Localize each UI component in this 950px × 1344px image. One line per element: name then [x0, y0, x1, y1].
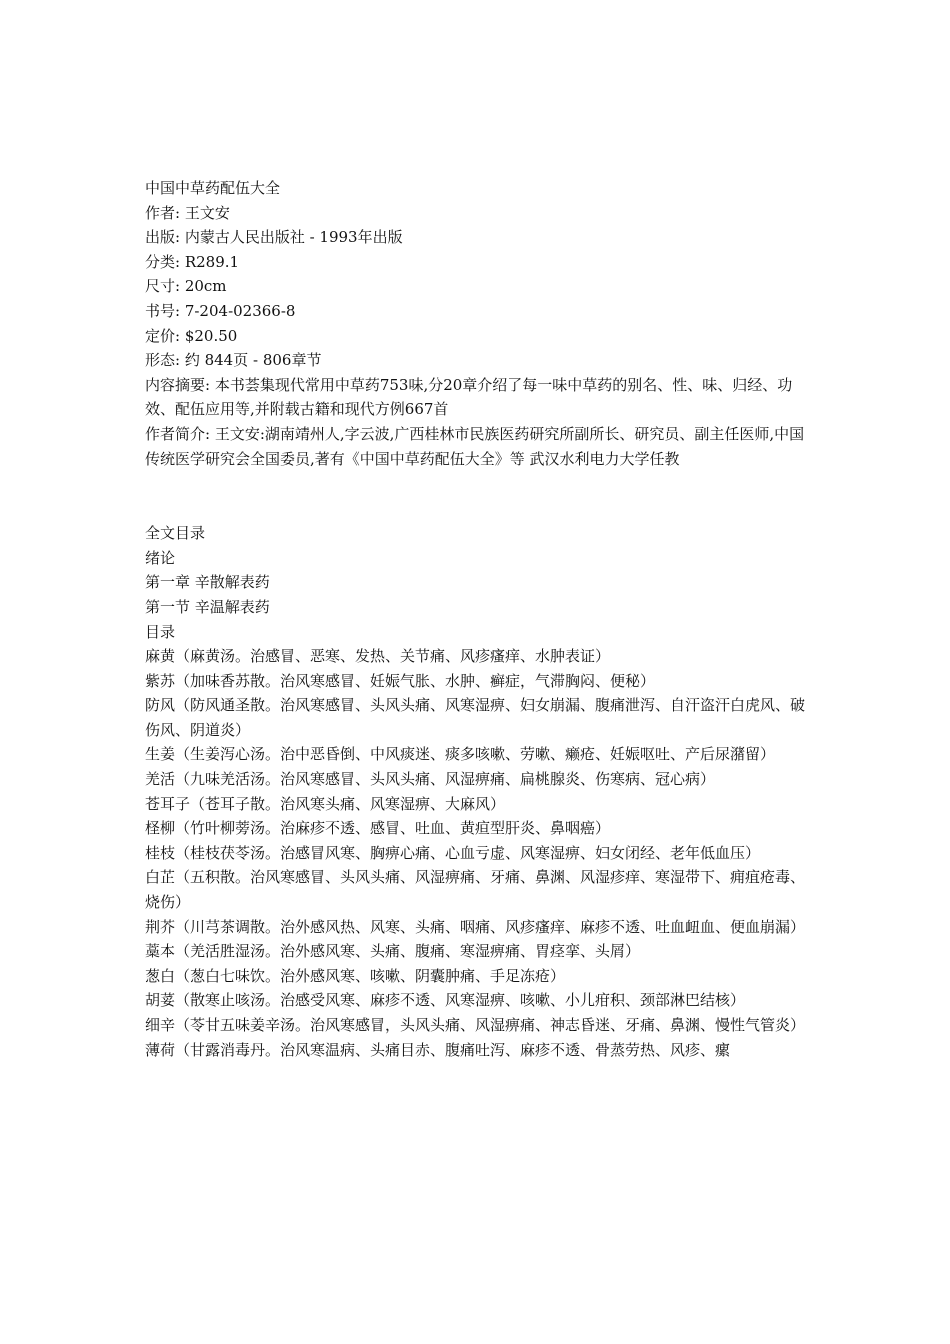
- toc-entry-list: [145, 644, 810, 1062]
- book-format: 形态: 约 844页 - 806章节: [145, 351, 322, 370]
- toc-intro: 绪论: [145, 548, 176, 567]
- toc-entry: 羌活（九味羌活汤。治风寒感冒、头风头痛、风湿痹痛、扁桃腺炎、伤寒病、冠心病）: [145, 770, 716, 789]
- toc-entry: 荆芥（川芎茶调散。治外感风热、风寒、头痛、咽痛、风疹瘙痒、麻疹不透、吐血衄血、便血崩漏）: [145, 917, 806, 936]
- book-price: 定价: $20.50: [145, 326, 238, 345]
- book-summary: 内容摘要: 本书荟集现代常用中草药753味,分20章介绍了每一味中草药的别名、性、味、归经、功效、配伍应用等,并附载古籍和现代方例667首: [145, 375, 793, 419]
- book-author-bio: 作者简介: 王文安:湖南靖州人,字云波,广西桂林市民族医药研究所副所长、研究员、副主任医师,中国传统医学研究会全国委员,著有《中国中草药配伍大全》等 武汉水利电力大学任教: [145, 424, 805, 468]
- toc-entry: 紫苏（加味香苏散。治风寒感冒、妊娠气胀、水肿、癣症，气滞胸闷、便秘）: [145, 671, 656, 690]
- toc-entry: 苍耳子（苍耳子散。治风寒头痛、风寒湿痹、大麻风）: [145, 794, 506, 813]
- book-publisher: 出版: 内蒙古人民出版社 - 1993年出版: [145, 228, 403, 247]
- toc-entry: 藁本（羌活胜湿汤。治外感风寒、头痛、腹痛、寒湿痹痛、胃痉挛、头屑）: [145, 942, 641, 961]
- toc-entry: 白芷（五积散。治风寒感冒、头风头痛、风湿痹痛、牙痛、鼻渊、风湿疹痒、寒湿带下、痈疽疮毒、烧伤）: [145, 868, 806, 912]
- toc-entry: 胡荽（散寒止咳汤。治感受风寒、麻疹不透、风寒湿痹、咳嗽、小儿疳积、颈部淋巴结核）: [145, 991, 746, 1010]
- book-classification: 分类: R289.1: [145, 252, 240, 271]
- toc-entry: 防风（防风通圣散。治风寒感冒、头风头痛、风寒湿痹、妇女崩漏、腹痛泄泻、自汗盗汗白虎风、破伤风、阴道炎）: [145, 696, 806, 739]
- book-title: 中国中草药配伍大全: [145, 179, 281, 197]
- toc-entry: 麻黄（麻黄汤。治感冒、恶寒、发热、关节痛、风疹瘙痒、水肿表证）: [145, 647, 611, 666]
- toc-heading: 全文目录: [145, 524, 206, 543]
- toc-entry: 桂枝（桂枝茯苓汤。治感冒风寒、胸痹心痛、心血亏虚、风寒湿痹、妇女闭经、老年低血压）: [145, 843, 761, 862]
- toc-entry: 柽柳（竹叶柳蒡汤。治麻疹不透、感冒、吐血、黄疸型肝炎、鼻咽癌）: [145, 819, 611, 838]
- toc-entry: 生姜（生姜泻心汤。治中恶昏倒、中风痰迷、痰多咳嗽、劳嗽、癞疮、妊娠呕吐、产后尿潴留）: [145, 745, 776, 764]
- section-spacer: [145, 471, 810, 521]
- toc-chapter: 第一章 辛散解表药: [145, 573, 270, 592]
- toc-entry: 细辛（苓甘五味姜辛汤。治风寒感冒，头风头痛、风湿痹痛、神志昏迷、牙痛、鼻渊、慢性气管炎）: [145, 1016, 806, 1034]
- toc-entry: 薄荷（甘露消毒丹。治风寒温病、头痛目赤、腹痛吐泻、麻疹不透、骨蒸劳热、风疹、瘰: [145, 1040, 731, 1059]
- toc-entry: 葱白（葱白七味饮。治外感风寒、咳嗽、阴囊肿痛、手足冻疮）: [145, 966, 566, 985]
- book-isbn: 书号: 7-204-02366-8: [145, 301, 296, 320]
- toc-section: 第一节 辛温解表药: [145, 597, 270, 616]
- book-size: 尺寸: 20cm: [145, 277, 227, 296]
- document-page: [145, 176, 810, 1062]
- book-author: 作者: 王文安: [145, 203, 230, 222]
- toc-list-heading: 目录: [145, 622, 176, 641]
